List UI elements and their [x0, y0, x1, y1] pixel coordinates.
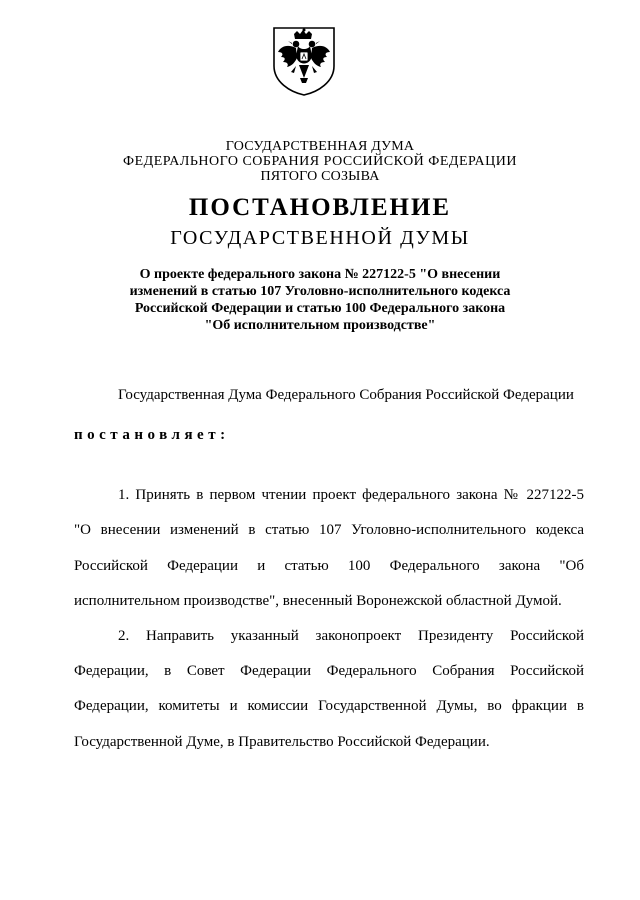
document-subject — [80, 266, 560, 334]
paragraph2-line: Федерации, в Совет Федерации Федерального Собрания Российской — [74, 663, 584, 679]
document-issuer-title: ГОСУДАРСТВЕННОЙ ДУМЫ — [170, 227, 470, 249]
coat-of-arms-icon — [270, 26, 338, 96]
paragraph2-line: Государственной Думе, в Правительство Российской Федерации. — [74, 734, 490, 750]
issuer-name-line2: ФЕДЕРАЛЬНОГО СОБРАНИЯ РОССИЙСКОЙ ФЕДЕРАЦИИ — [123, 154, 517, 169]
paragraph2-line: 2. Направить указанный законопроект Президенту Российской — [118, 628, 584, 644]
paragraph1-line: 1. Принять в первом чтении проект федерального закона № 227122-5 — [118, 487, 584, 503]
issuer-name-line1: ГОСУДАРСТВЕННАЯ ДУМА — [225, 139, 415, 154]
subject-line: изменений в статью 107 Уголовно-исполнительного кодекса — [129, 284, 511, 299]
subject-line: "Об исполнительном производстве" — [204, 318, 436, 333]
paragraph1-line: исполнительном производстве", внесенный Воронежской областной Думой. — [74, 593, 562, 609]
resolves-word: постановляет: — [74, 427, 230, 443]
paragraph2-line: Федерации, комитеты и комиссии Государственной Думы, во фракции в — [74, 698, 584, 714]
document-type-title: ПОСТАНОВЛЕНИЕ — [188, 194, 452, 221]
paragraph1-line: "О внесении изменений в статью 107 Уголовно-исполнительного кодекса — [74, 522, 584, 538]
subject-line: Российской Федерации и статью 100 Федерального закона — [134, 301, 506, 316]
preamble-text: Государственная Дума Федерального Собрания Российской Федерации — [118, 387, 574, 403]
paragraph1-line: Российской Федерации и статью 100 Федерального закона "Об — [74, 558, 584, 574]
convocation-line: ПЯТОГО СОЗЫВА — [260, 169, 380, 184]
subject-line: О проекте федерального закона № 227122-5 "О внесении — [139, 267, 501, 282]
